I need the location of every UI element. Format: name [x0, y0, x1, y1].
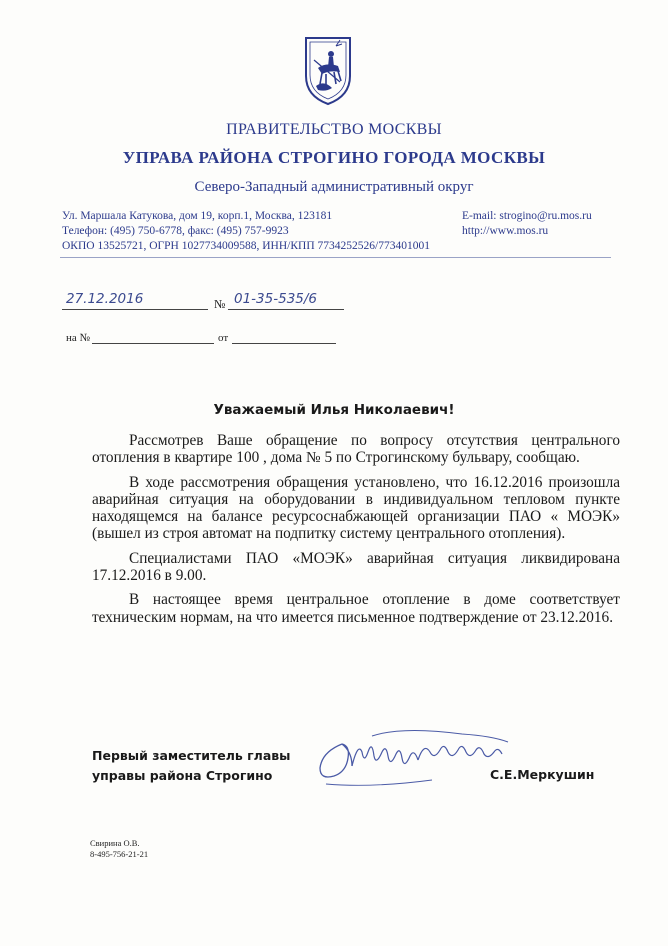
- registration-date: 27.12.2016: [66, 291, 144, 307]
- government-title: ПРАВИТЕЛЬСТВО МОСКВЫ: [226, 121, 442, 138]
- contacts-left: [62, 209, 430, 254]
- paragraph: В ходе рассмотрения обращения установлено, что 16.12.2016 произошла аварийная ситуация на оборудовании в индивидуальном тепловом пункте находящемся на балансе ресурсоснабжающей организации ПАО « МОЭК» (вышел из строя автомат на подпитку систему центрального отопления).: [92, 473, 620, 543]
- executor-info: [90, 838, 148, 860]
- moscow-coat-of-arms-icon: [300, 34, 356, 106]
- website-link[interactable]: http://www.mos.ru: [462, 225, 549, 237]
- greeting: Уважаемый Илья Николаевич!: [213, 402, 455, 418]
- signer-position-line2: управы района Строгино: [92, 768, 273, 783]
- registration-number: 01-35-535/6: [234, 291, 318, 307]
- uprava-title: УПРАВА РАЙОНА СТРОГИНО ГОРОДА МОСКВЫ: [122, 148, 546, 167]
- executor-phone: 8-495-756-21-21: [90, 849, 149, 859]
- okrug-title: Северо-Западный административный округ: [194, 179, 474, 195]
- paragraph: Рассмотрев Ваше обращение по вопросу отсутствия центрального отопления в квартире 100 , дома № 5 по Строгинскому бульвару, сообщаю.: [92, 432, 620, 467]
- number-line: [228, 309, 344, 310]
- email-link[interactable]: E-mail: strogino@ru.mos.ru: [462, 210, 592, 222]
- ref-from: от: [218, 332, 229, 344]
- signer-position-line1: Первый заместитель главы: [92, 748, 291, 763]
- date-line: [62, 309, 208, 310]
- number-prefix: №: [214, 297, 226, 311]
- signer-name: С.Е.Меркушин: [490, 767, 595, 782]
- paragraph: В настоящее время центральное отопление в доме соответствует техническим нормам, на что имеется письменное подтверждение от 23.12.2016.: [92, 591, 620, 626]
- header-divider: [60, 257, 611, 258]
- address-text: Ул. Маршала Катукова, дом 19, корп.1, Москва, 123181: [62, 210, 333, 222]
- executor-name: Свирина О.В.: [90, 838, 140, 848]
- ref-date-line: [232, 343, 336, 344]
- codes-text: ОКПО 13525721, ОГРН 1027734009588, ИНН/КПП 7734252526/773401001: [62, 240, 430, 252]
- paragraph: Специалистами ПАО «МОЭК» аварийная ситуация ликвидирована 17.12.2016 в 9.00.: [92, 549, 620, 585]
- ref-prefix: на №: [66, 332, 91, 344]
- signer-position: [92, 746, 291, 786]
- phone-text: Телефон: (495) 750-6778, факс: (495) 757-9923: [62, 225, 289, 237]
- letter-body: [92, 432, 620, 633]
- ref-number-line: [92, 343, 214, 344]
- contacts-right: [462, 209, 592, 239]
